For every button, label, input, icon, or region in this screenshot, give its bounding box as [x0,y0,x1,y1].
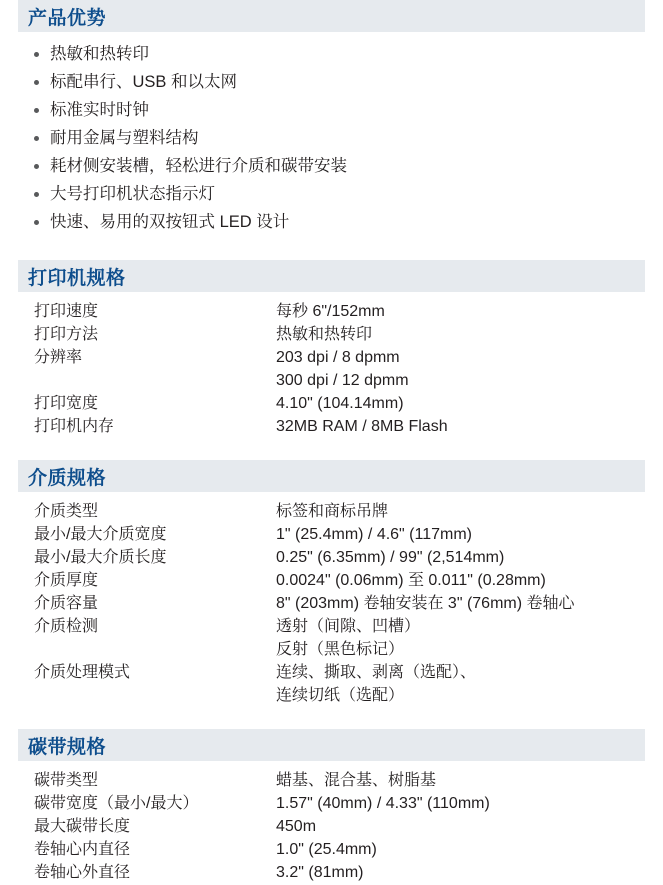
table-row [18,861,645,884]
table-row [18,300,645,323]
spec-label: 介质厚度 [34,572,99,589]
section-header-media-specs [18,460,645,492]
section-header-printer-specs [18,260,645,292]
spec-label: 最小/最大介质宽度 [34,526,167,543]
table-row [18,769,645,792]
section-title: 打印机规格 [28,267,126,289]
spec-value-line: 蜡基、混合基、树脂基 [276,772,437,789]
spec-value [276,523,645,546]
table-row [18,815,645,838]
list-item: 耗材侧安装槽，轻松进行介质和碳带安装 [32,154,645,179]
spec-value-line: 1.0" (25.4mm) [276,841,377,858]
table-row [18,323,645,346]
list-item: 耐用金属与塑料结构 [32,126,645,151]
list-item: 快速、易用的双按钮式 LED 设计 [32,210,645,235]
spec-value-line: 1.57" (40mm) / 4.33" (110mm) [276,795,490,812]
spec-value-line: 1" (25.4mm) / 4.6" (117mm) [276,526,472,543]
list-item: 热敏和热转印 [32,42,645,67]
spec-value [276,838,645,861]
spec-value [276,300,645,323]
spec-value-line: 8" (203mm) 卷轴安装在 3" (76mm) 卷轴心 [276,595,575,612]
spec-label: 分辨率 [34,349,83,366]
list-item: 大号打印机状态指示灯 [32,182,645,207]
section-title: 碳带规格 [28,736,107,758]
table-row [18,546,645,569]
spec-value-line: 32MB RAM / 8MB Flash [276,418,448,435]
table-row [18,415,645,438]
spec-value-line: 反射（黑色标记） [276,641,405,658]
spec-value-line: 每秒 6"/152mm [276,303,385,320]
section-header-ribbon-specs [18,729,645,761]
spec-value-line: 3.2" (81mm) [276,864,364,881]
table-row [18,500,645,523]
ribbon-specs-table [18,769,645,884]
spacer [18,438,645,460]
spec-value-line: 203 dpi / 8 dpmm [276,349,400,366]
spec-value [276,415,645,438]
spec-value [276,861,645,884]
spec-label: 介质类型 [34,503,99,520]
table-row [18,569,645,592]
spec-value [276,792,645,815]
spec-value [276,346,645,392]
spec-value [276,815,645,838]
spec-value [276,769,645,792]
table-row [18,792,645,815]
spec-value [276,500,645,523]
spec-value-line: 300 dpi / 12 dpmm [276,372,409,389]
table-row [18,838,645,861]
spec-value [276,661,645,707]
spec-label: 介质处理模式 [34,664,131,681]
spec-value-line: 0.0024" (0.06mm) 至 0.011" (0.28mm) [276,572,546,589]
media-specs-table [18,500,645,707]
printer-specs-table [18,300,645,438]
spec-label: 卷轴心外直径 [34,864,131,881]
spec-value-line: 连续切纸（选配） [276,687,405,704]
spec-value [276,546,645,569]
spec-value-line: 4.10" (104.14mm) [276,395,404,412]
spec-label: 卷轴心内直径 [34,841,131,858]
spec-label: 打印机内存 [34,418,115,435]
spec-value [276,323,645,346]
spec-label: 打印宽度 [34,395,99,412]
spec-value [276,592,645,615]
spec-value-line: 透射（间隙、凹槽） [276,618,421,635]
table-row [18,523,645,546]
spec-value-line: 热敏和热转印 [276,326,373,343]
spec-label: 最大碳带长度 [34,818,131,835]
table-row [18,661,645,707]
spec-label: 打印方法 [34,326,99,343]
list-item: 标配串行、USB 和以太网 [32,70,645,95]
spacer [18,238,645,260]
spec-label: 碳带宽度（最小/最大） [34,795,199,812]
spec-value [276,615,645,661]
spec-label: 打印速度 [34,303,99,320]
section-title: 产品优势 [28,7,107,29]
spec-label: 介质检测 [34,618,99,635]
table-row [18,392,645,415]
features-list [18,42,645,235]
list-item: 标准实时时钟 [32,98,645,123]
spec-value-line: 0.25" (6.35mm) / 99" (2,514mm) [276,549,505,566]
section-title: 介质规格 [28,467,107,489]
section-header-features [18,0,645,32]
spec-value [276,569,645,592]
spec-label: 碳带类型 [34,772,99,789]
table-row [18,615,645,661]
spec-value-line: 标签和商标吊牌 [276,503,389,520]
spec-label: 最小/最大介质长度 [34,549,167,566]
spec-value-line: 连续、撕取、剥离（选配）、 [276,664,477,681]
table-row [18,592,645,615]
spacer [18,707,645,729]
table-row [18,346,645,392]
spec-value-line: 450m [276,818,317,835]
spec-label: 介质容量 [34,595,99,612]
spec-value [276,392,645,415]
